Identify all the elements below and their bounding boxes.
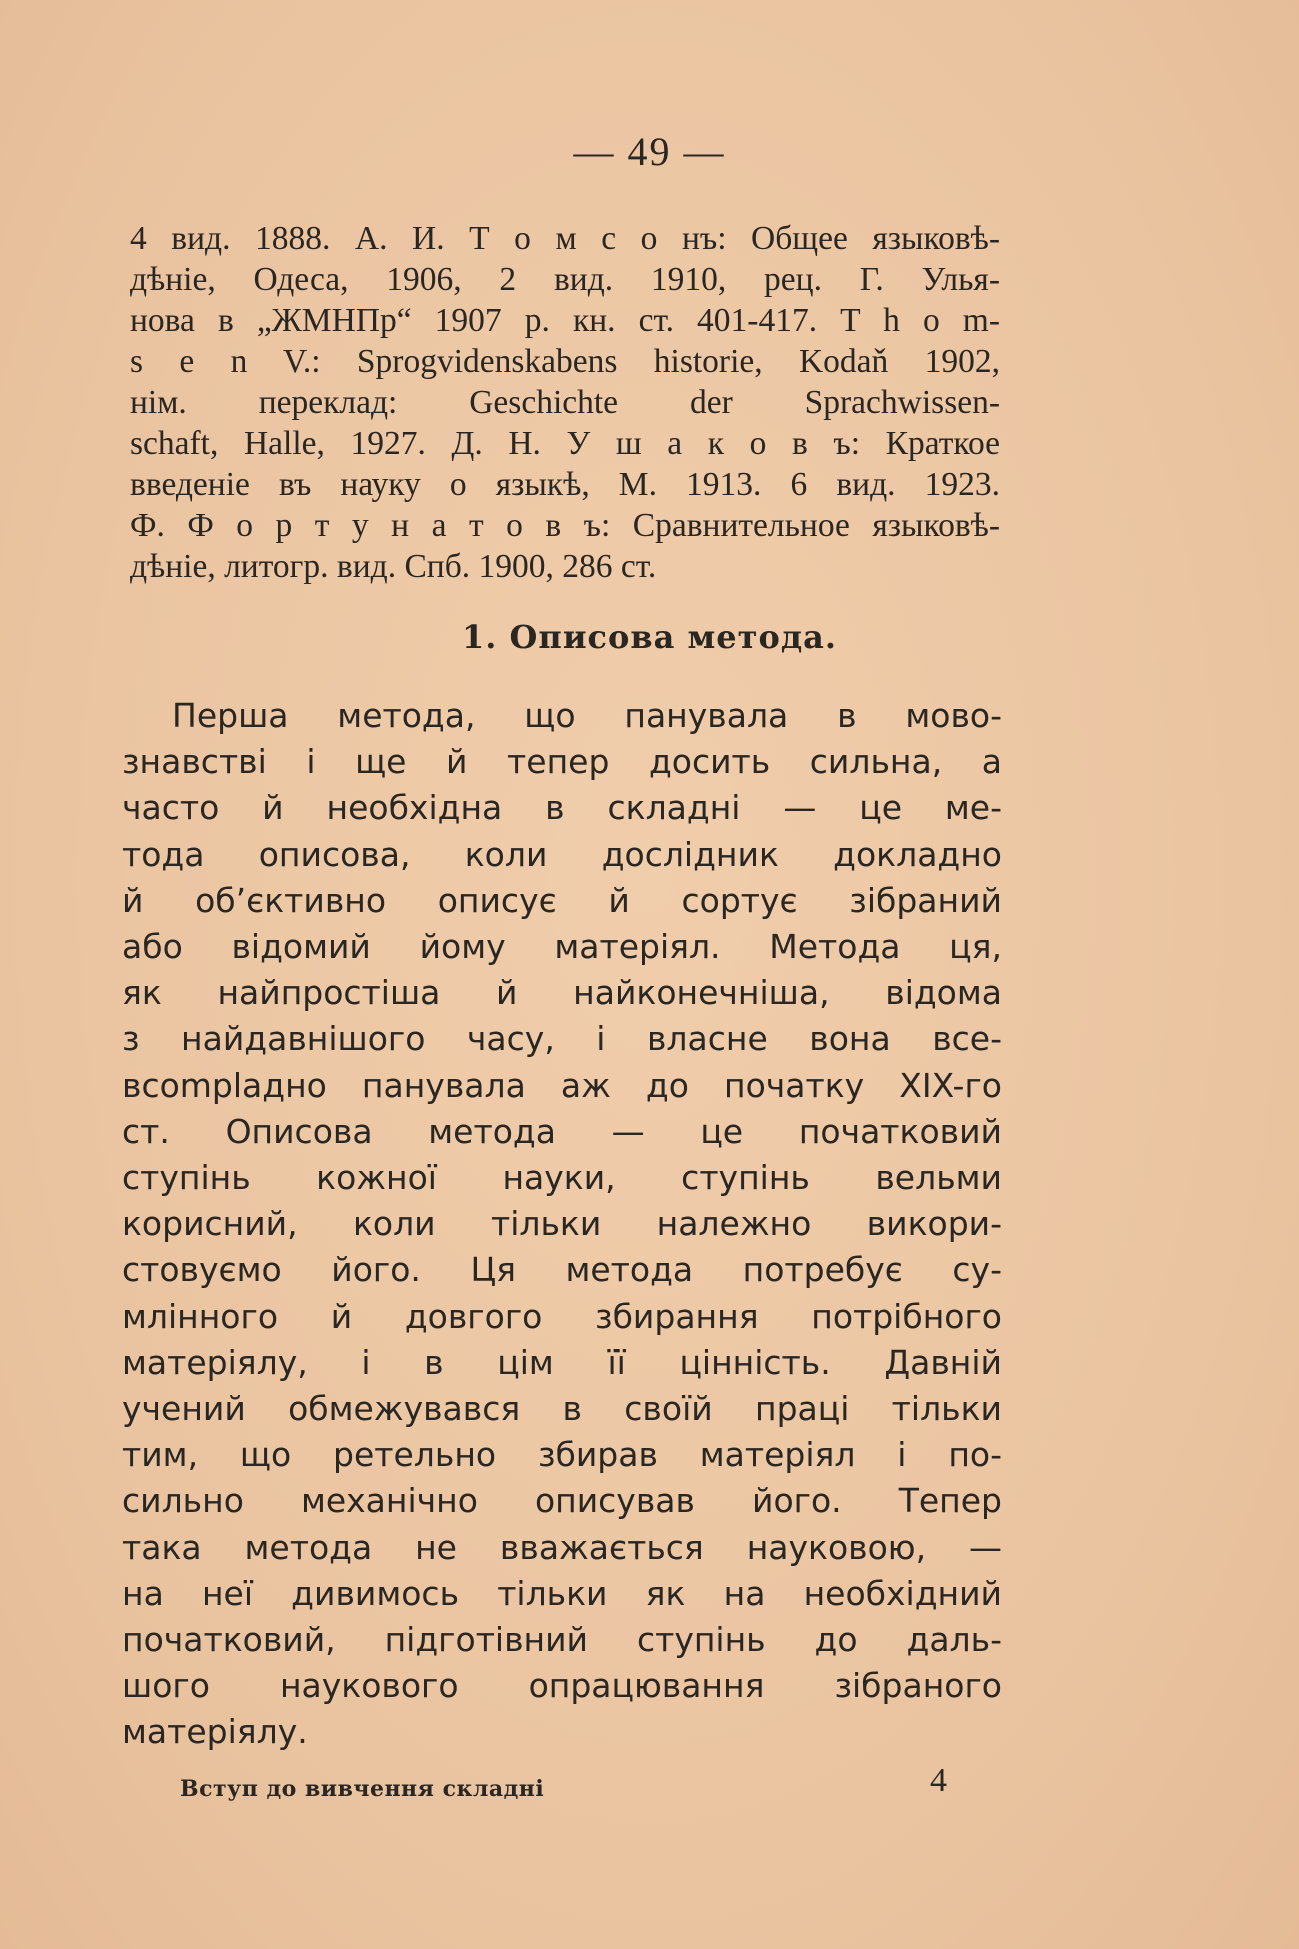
body-line: вcomplадно панувала аж до початку XIX-го [122,1065,1002,1105]
body-line: Перша метода, що панувала в мово- [172,696,1002,735]
signature-mark: 4 [930,1762,947,1799]
body-line: часто й необхідна в складні — це ме- [122,788,1002,828]
reference-line: дѣніе, литогр. вид. Спб. 1900, 286 ст. [130,548,657,585]
body-line: тим, що ретельно збирав матеріял і по- [122,1435,1002,1475]
body-line: сильно механічно описував його. Тепер [122,1481,1002,1521]
body-paragraph [122,693,1002,1756]
body-line: шого наукового опрацювання зібраного [122,1666,1002,1706]
reference-line: schaft, Halle, 1927. Д. Н. У ш а к о в ъ: Краткое [130,425,1000,462]
body-line: знавстві і ще й тепер досить сильна, а [122,742,1002,782]
body-line: корисний, коли тільки належно викори- [122,1204,1002,1244]
body-line: тода описова, коли дослідник докладно [122,834,1002,874]
body-line: або відомий йому матеріял. Метода ця, [122,927,1002,967]
body-line: матеріялу, і в цім її цінність. Давній [122,1342,1002,1382]
body-line: з найдавнішого часу, і власне вона все- [122,1019,1002,1059]
body-line: така метода не вважається науковою, — [122,1527,1002,1567]
reference-line: Ф. Ф о р т у н а т о в ъ: Сравнительное языковѣ- [130,507,1000,544]
reference-line: нова в „ЖМНПр“ 1907 р. кн. ст. 401-417. T h o m- [130,302,1000,339]
reference-line: введеніе въ науку о языкѣ, М. 1913. 6 вид. 1923. [130,466,1000,503]
body-line: й об’єктивно описує й сортує зібраний [122,880,1002,920]
references-block [130,218,1000,587]
section-title: 1. Описова метода. [461,618,838,656]
page-number: — 49 — [573,129,726,174]
body-line: ст. Описова метода — це початковий [122,1111,1002,1151]
reference-line: s e n V.: Sprogvidenskabens historie, Kodaň 1902, [130,343,1000,380]
reference-line: нім. переклад: Geschichte der Sprachwissen- [130,384,1000,421]
body-line: млінного й довгого збирання потрібного [122,1296,1002,1336]
body-line: учений обмежувався в своїй праці тільки [122,1389,1002,1429]
body-line: матеріялу. [122,1712,308,1752]
body-line: стовуємо його. Ця метода потребує су- [122,1250,1002,1290]
reference-line: 4 вид. 1888. А. И. Т о м с о нъ: Общее языковѣ- [130,220,1000,257]
body-line: ступінь кожної науки, ступінь вельми [122,1158,1002,1198]
reference-line: дѣніе, Одеса, 1906, 2 вид. 1910, рец. Г. Улья- [130,261,1000,298]
footer-book-title: Вступ до вивчення складні [180,1776,545,1802]
body-line: як найпростіша й найконечніша, відома [122,973,1002,1013]
body-line: початковий, підготівний ступінь до даль- [122,1620,1002,1660]
body-line: на неї дивимось тільки як на необхідний [122,1573,1002,1613]
